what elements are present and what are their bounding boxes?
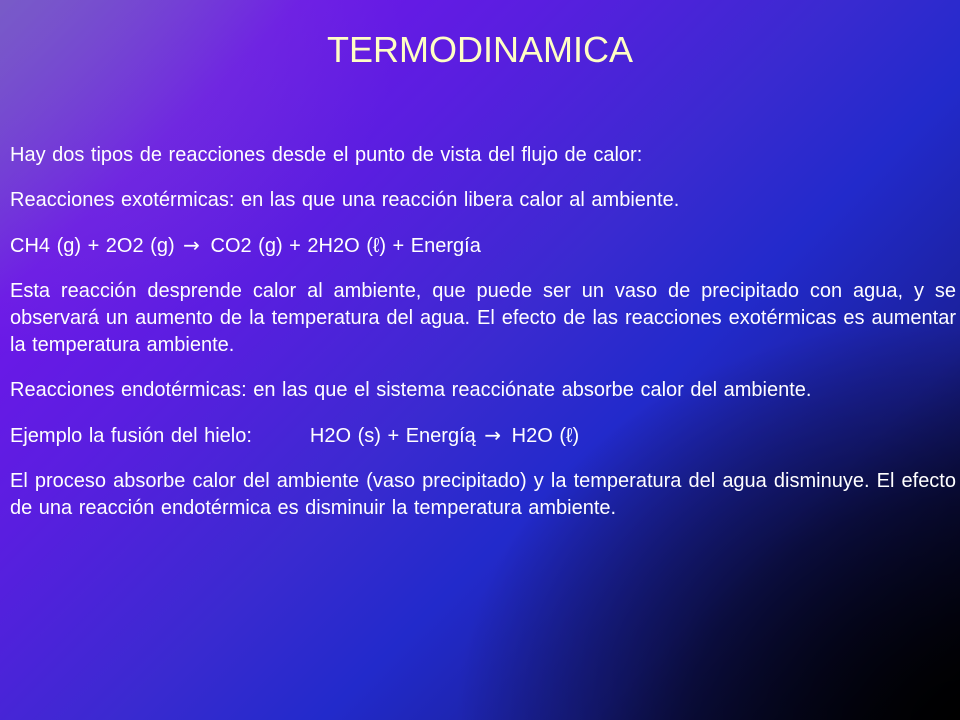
endothermic-example <box>10 422 956 450</box>
intro-text: Hay dos tipos de reacciones desde el punto de vista del flujo de calor: <box>10 144 643 166</box>
arrow-right-icon: → <box>484 423 502 447</box>
endothermic-heading: Reacciones endotérmicas: en las que el sistema reacciónate absorbe calor del ambiente. <box>10 379 812 401</box>
slide-body <box>10 142 956 540</box>
exothermic-explanation: Esta reacción desprende calor al ambiente, que puede ser un vaso de precipitado con agua, y se observará un aumento de la temperatura del agua. El efecto de las reacciones exotérmicas es aumentar la temperatura ambiente. <box>10 280 956 356</box>
endothermic-products: H2O (ℓ) <box>511 425 580 447</box>
exothermic-equation <box>10 232 956 260</box>
slide-title: TERMODINAMICA <box>327 29 633 70</box>
endothermic-reactants: H2O (s) + Energíą <box>309 425 476 447</box>
arrow-right-icon: → <box>183 233 200 257</box>
endothermic-explanation: El proceso absorbe calor del ambiente (vaso precipitado) y la temperatura del agua disminuye. El efecto de una reacción endotérmica es disminuir la temperatura ambiente. <box>10 470 956 519</box>
exothermic-reactants: CH4 (g) + 2O2 (g) <box>10 235 175 257</box>
exothermic-heading: Reacciones exotérmicas: en las que una reacción libera calor al ambiente. <box>10 189 680 211</box>
endothermic-example-label: Ejemplo la fusión del hielo: <box>10 425 252 447</box>
exothermic-products: CO2 (g) + 2H2O (ℓ) + Energía <box>210 235 481 257</box>
